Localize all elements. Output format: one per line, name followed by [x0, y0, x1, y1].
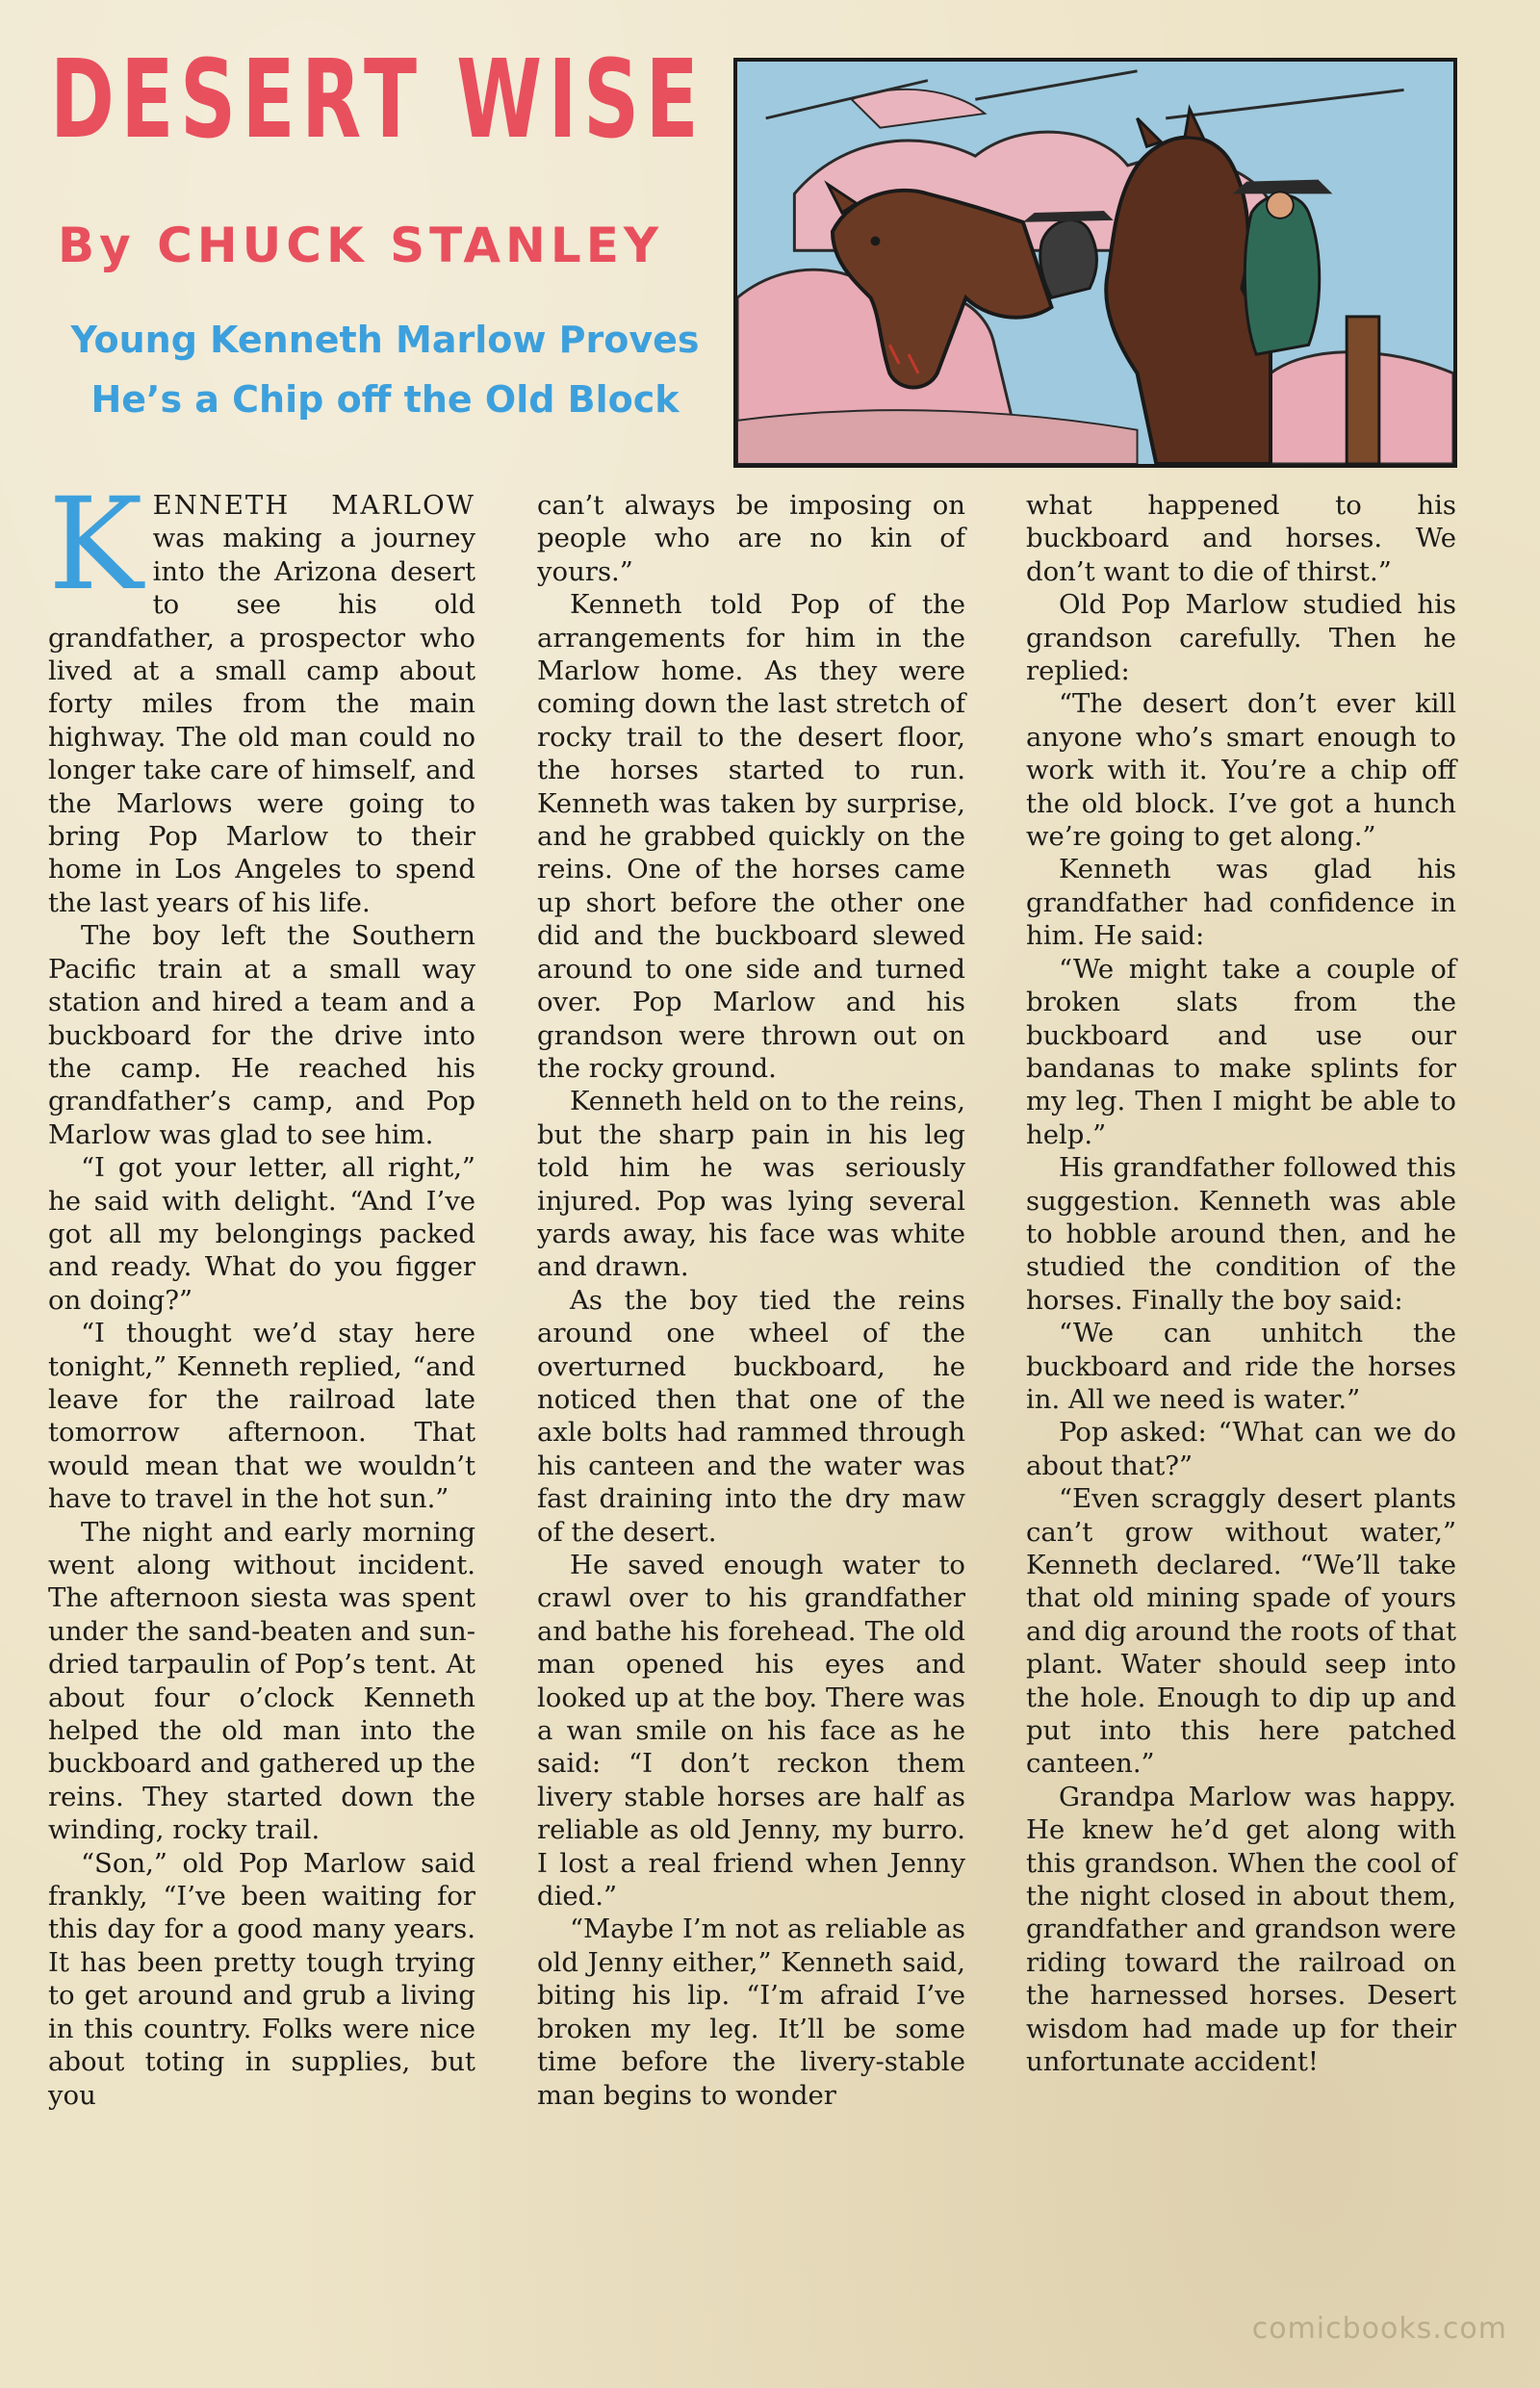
article-subhead — [48, 310, 722, 429]
paragraph: “We might take a couple of broken slats from the buckboard and use our bandanas to make splints for my leg. Then I might be able to help.” — [1026, 953, 1456, 1150]
paragraph: Kenneth held on to the reins, but the sharp pain in his leg told him he was seriously injured. Pop was lying several yards away, his face was white and drawn. — [537, 1086, 965, 1283]
paragraph: He saved enough water to crawl over to his grandfather and bathe his forehead. The old man opened his eyes and looked up at the boy. There was a wan smile on his face as he said: “I don’t reckon them livery stable horses are half as reliable as old Jenny, my burro. I lost a real friend when Jenny died.” — [537, 1550, 965, 1913]
paragraph: “Son,” old Pop Marlow said frankly, “I’ve been waiting for this day for a good many years. It has been pretty tough trying to get around and grub a living in this country. Folks were nice about toting in supplies, but you — [48, 1847, 475, 2111]
paragraph: Old Pop Marlow studied his grandson carefully. Then he replied: — [1026, 589, 1456, 687]
paragraph: “We can unhitch the buckboard and ride the horses in. All we need is water.” — [1026, 1318, 1456, 1415]
paragraph: As the boy tied the reins around one wheel of the overturned buckboard, he noticed then that one of the axle bolts had rammed through his canteen and the water was fast draining into the dry maw of the desert. — [537, 1284, 965, 1548]
paragraph: The boy left the Southern Pacific train at a small way station and hired a team and a buckboard for the drive into the camp. He reached his grandfather’s camp, and Pop Marlow was glad to see him. — [48, 920, 475, 1150]
subhead-line-2: He’s a Chip off the Old Block — [90, 378, 680, 421]
article-column-1 — [48, 471, 475, 2112]
article-title: DESERT WISE — [50, 38, 706, 163]
paragraph: what happened to his buckboard and horses. We don’t want to die of thirst.” — [1026, 490, 1456, 587]
paragraph: The night and early morning went along without incident. The afternoon siesta was spent under the sand-beaten and sun-dried tarpaulin of Pop’s tent. At about four o’clock Kenneth helped the old man into the buckboard and gathered up the reins. They started down the winding, rocky trail. — [48, 1516, 475, 1846]
article-column-3 — [1026, 489, 1456, 2079]
drop-cap: K — [48, 471, 143, 619]
lead-word: ENNETH MARLOW — [152, 490, 475, 521]
article-column-2 — [537, 489, 965, 2112]
paragraph: “Maybe I’m not as reliable as old Jenny either,” Kenneth said, biting his lip. “I’m afraid I’ve broken my leg. It’ll be some time before the livery-stable man begins to wonder — [537, 1913, 965, 2111]
article-byline: By CHUCK STANLEY — [58, 218, 664, 273]
paragraph: “Even scraggly desert plants can’t grow without water,” Kenneth declared. “We’ll take that old mining spade of yours and dig around the roots of that plant. Water should seep into the hole. Enough to dip up and put into this here patched canteen.” — [1026, 1483, 1456, 1780]
illustration-horses-and-riders — [733, 58, 1457, 468]
paragraph: His grandfather followed this suggestion. Kenneth was able to hobble around then, and he studied the condition of the horses. Finally the boy said: — [1026, 1152, 1456, 1316]
paragraph-text: was making a journey into the Arizona desert to see his old grandfather, a prospector who lived at a small camp about forty miles from the main highway. The old man could no longer take care of himself, and the Marlows were going to bring Pop Marlow to their home in Los Angeles to spend the last years of his life. — [48, 523, 475, 918]
site-watermark: comicbooks.com — [1251, 2312, 1507, 2346]
illustration-drawing — [737, 62, 1453, 464]
subhead-line-1: Young Kenneth Marlow Proves — [70, 319, 700, 361]
paragraph: Pop asked: “What can we do about that?” — [1026, 1417, 1456, 1481]
paragraph: can’t always be imposing on people who are no kin of yours.” — [537, 490, 965, 587]
paragraph: “The desert don’t ever kill anyone who’s smart enough to work with it. You’re a chip off the old block. I’ve got a hunch we’re going to get along.” — [1026, 688, 1456, 853]
paragraph: “I got your letter, all right,” he said with delight. “And I’ve got all my belongings packed and ready. What do you figger on doing?” — [48, 1152, 475, 1316]
paragraph: Grandpa Marlow was happy. He knew he’d get along with this grandson. When the cool of the night closed in about them, grandfather and grandson were riding toward the railroad on the harnessed horses. Desert wisdom had made up for their unfortunate accident! — [1026, 1781, 1456, 2078]
paragraph: Kenneth told Pop of the arrangements for him in the Marlow home. As they were coming down the last stretch of rocky trail to the desert floor, the horses started to run. Kenneth was taken by surprise, and he grabbed quickly on the reins. One of the horses came up short before the other one did and the buckboard slewed around to one side and turned over. Pop Marlow and his grandson were thrown out on the rocky ground. — [537, 589, 965, 1084]
paragraph: Kenneth was glad his grandfather had confidence in him. He said: — [1026, 854, 1456, 952]
paragraph: “I thought we’d stay here tonight,” Kenneth replied, “and leave for the railroad late tomorrow afternoon. That would mean that we wouldn’t have to travel in the hot sun.” — [48, 1318, 475, 1515]
opening-paragraph — [48, 471, 475, 919]
